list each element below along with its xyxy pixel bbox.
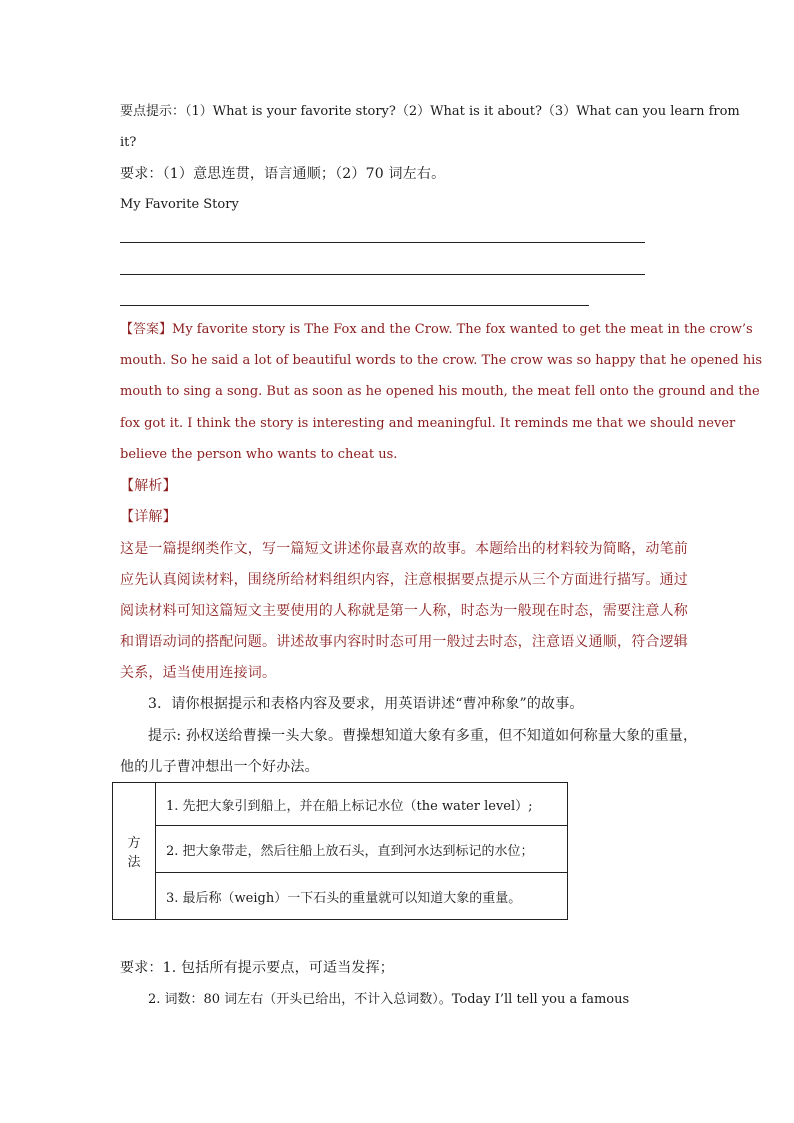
analysis-line-3: 阅读材料可知这篇短文主要使用的人称就是第一人称，时态为一般现在时态，需要注意人称 (120, 603, 688, 619)
answer-tag: 【答案】 (120, 322, 173, 337)
hint-line-2: 他的儿子曹冲想出一个好办法。 (120, 759, 319, 775)
answer-rule-1 (120, 242, 645, 243)
method-step-3: 3. 最后称（weigh）一下石头的重量就可以知道大象的重量。 (156, 873, 568, 920)
analysis-tag: 【解析】 (120, 478, 177, 494)
prompt-line-1: 要点提示：（1）What is your favorite story?（2）What is it about?（3）What can you learn from (120, 104, 740, 119)
answer-line-5: believe the person who wants to cheat us. (120, 447, 398, 462)
method-step-2: 2. 把大象带走，然后往船上放石头，直到河水达到标记的水位； (156, 826, 568, 873)
requirement-2: 2. 词数：80 词左右（开头已给出，不计入总词数）。Today I’ll tell you a famous (148, 992, 630, 1007)
analysis-line-4: 和谓语动词的搭配问题。讲述故事内容时时态可用一般过去时态，注意语义通顺，符合逻辑 (120, 634, 688, 650)
method-step-1: 1. 先把大象引到船上，并在船上标记水位（the water level）; (156, 783, 568, 826)
answer-rule-2 (120, 274, 645, 275)
answer-line-3: mouth to sing a song. But as soon as he opened his mouth, the meat fell onto the ground and the (120, 384, 760, 399)
methods-header: 方法 (113, 783, 156, 920)
methods-table (112, 782, 568, 920)
answer-line-2: mouth. So he said a lot of beautiful words to the crow. The crow was so happy that he opened his (120, 353, 763, 368)
requirement-line: 要求：（1）意思连贯，语言通顺；（2）70 词左右。 (120, 166, 446, 182)
answer-line-1 (120, 320, 753, 340)
answer-rule-3 (120, 305, 589, 306)
hint-line-1: 提示: 孙权送给曹操一头大象。曹操想知道大象有多重，但不知道如何称量大象的重量， (148, 728, 698, 744)
answer-text: My favorite story is The Fox and the Crow. The fox wanted to get the meat in the crow’s (172, 322, 753, 337)
detail-tag: 【详解】 (120, 509, 177, 525)
prompt-line-2: it? (120, 135, 137, 150)
essay-title: My Favorite Story (120, 197, 239, 212)
analysis-line-2: 应先认真阅读材料，围绕所给材料组织内容，注意根据要点提示从三个方面进行描写。通过 (120, 572, 688, 588)
answer-line-4: fox got it. I think the story is interesting and meaningful. It reminds me that we should never (120, 416, 736, 431)
analysis-line-1: 这是一篇提纲类作文，写一篇短文讲述你最喜欢的故事。本题给出的材料较为简略，动笔前 (120, 541, 688, 557)
analysis-line-5: 关系，适当使用连接词。 (120, 665, 277, 681)
requirement-1: 要求：1. 包括所有提示要点，可适当发挥； (120, 960, 395, 976)
question-3-stem: 3．请你根据提示和表格内容及要求，用英语讲述“曹冲称象”的故事。 (148, 696, 584, 712)
